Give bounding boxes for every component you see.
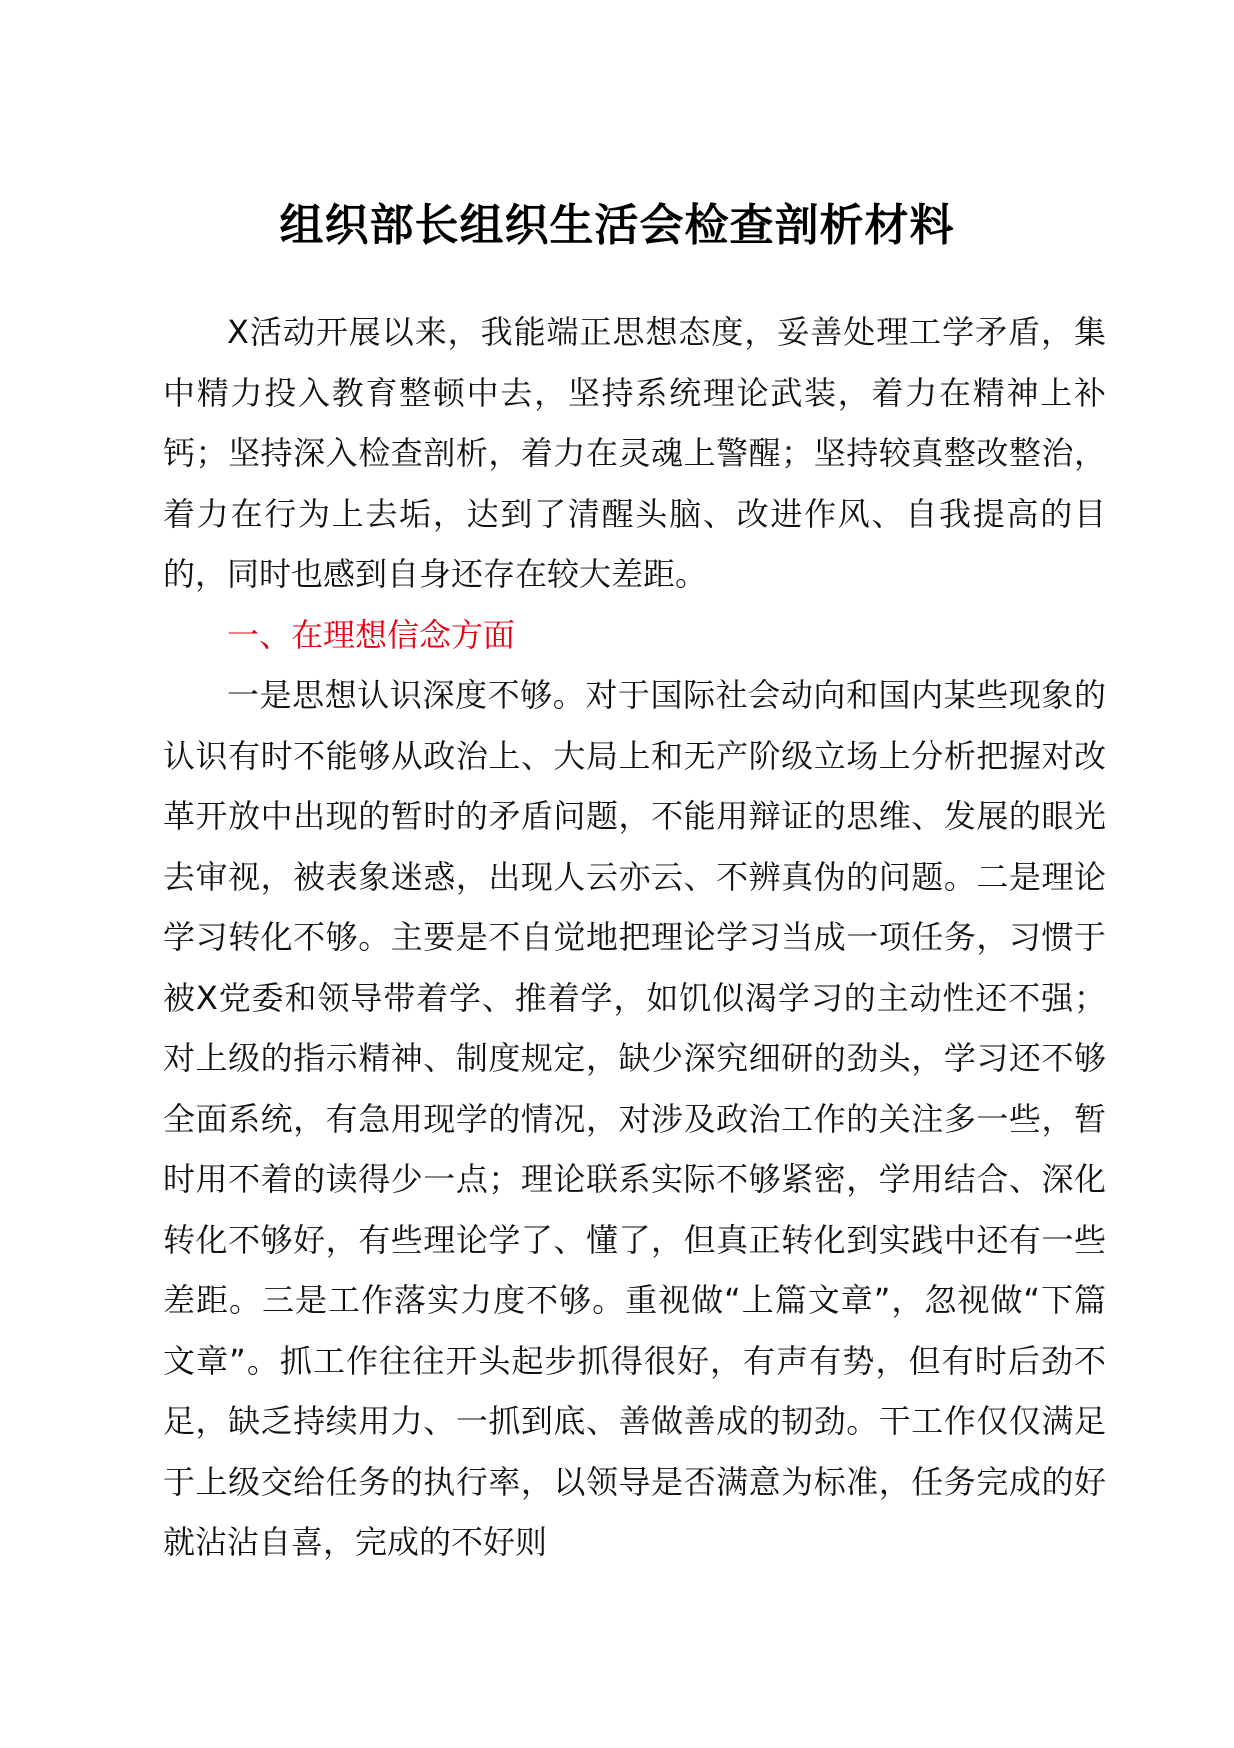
document-body <box>163 302 1106 1573</box>
intro-paragraph: X活动开展以来，我能端正思想态度，妥善处理工学矛盾，集中精力投入教育整顿中去，坚持系统理论武装，着力在精神上补钙；坚持深入检查剖析，着力在灵魂上警醒；坚持较真整改整治，着力在行为上去垢，达到了清醒头脑、改进作风、自我提高的目的，同时也感到自身还存在较大差距。 <box>163 313 1106 593</box>
section-paragraph-ideals: 一是思想认识深度不够。对于国际社会动向和国内某些现象的认识有时不能够从政治上、大局上和无产阶级立场上分析把握对改革开放中出现的暂时的矛盾问题，不能用辩证的思维、发展的眼光去审视，被表象迷惑，出现人云亦云、不辨真伪的问题。二是理论学习转化不够。主要是不自觉地把理论学习当成一项任务，习惯于被X党委和领导带着学、推着学，如饥似渴学习的主动性还不强；对上级的指示精神、制度规定，缺少深究细研的劲头，学习还不够全面系统，有急用现学的情况，对涉及政治工作的关注多一些，暂时用不着的读得少一点；理论联系实际不够紧密，学用结合、深化转化不够好，有些理论学了、懂了，但真正转化到实践中还有一些差距。三是工作落实力度不够。重视做“上篇文章”，忽视做“下篇文章”。抓工作往往开头起步抓得很好，有声有势，但有时后劲不足，缺乏持续用力、一抓到底、善做善成的韧劲。干工作仅仅满足于上级交给任务的执行率，以领导是否满意为标准，任务完成的好就沾沾自喜，完成的不好则 <box>163 676 1106 1561</box>
document-title: 组织部长组织生活会检查剖析材料 <box>279 200 955 251</box>
section-heading-ideals: 一、在理想信念方面 <box>227 615 516 654</box>
